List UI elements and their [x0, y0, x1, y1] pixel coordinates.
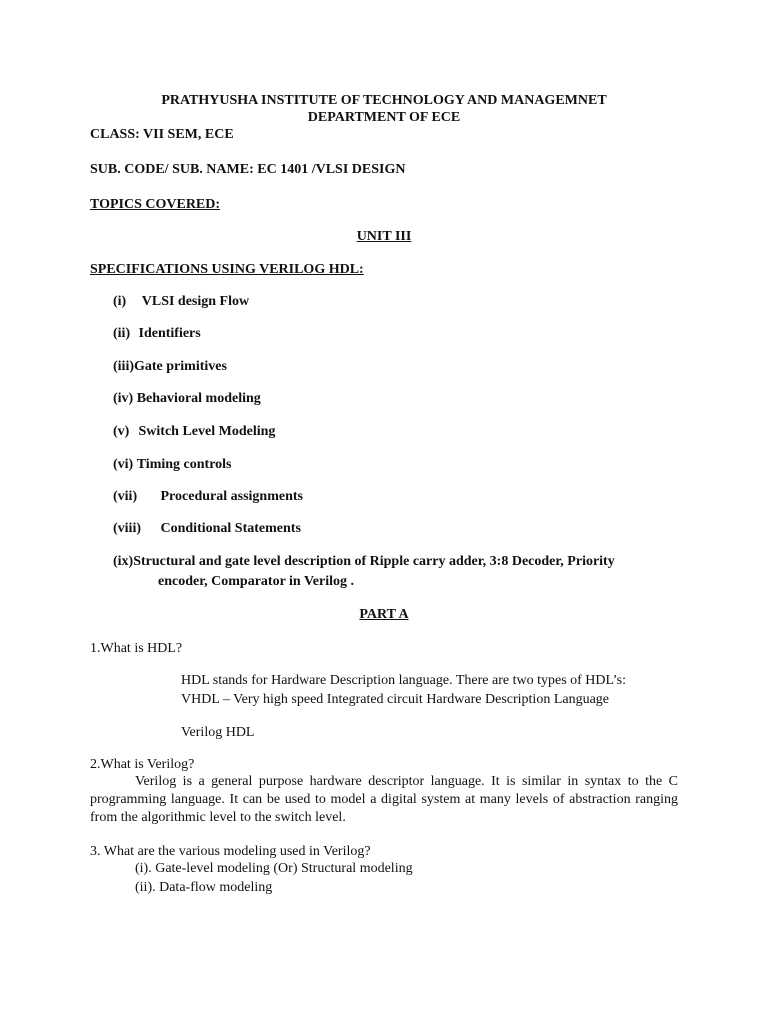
- topic-text: Conditional Statements: [160, 521, 301, 536]
- topic-number: (v): [113, 424, 130, 439]
- subject-line: SUB. CODE/ SUB. NAME: EC 1401 /VLSI DESIGN: [90, 162, 406, 177]
- topic-text: Structural and gate level description of Ripple carry adder, 3:8 Decoder, Priority: [133, 554, 615, 569]
- topic-number: (ix): [113, 554, 134, 569]
- topic-number: (vi): [113, 457, 134, 472]
- topic-number: (iv): [113, 391, 134, 406]
- question-3: 3. What are the various modeling used in Verilog?: [90, 844, 371, 859]
- institute-title: PRATHYUSHA INSTITUTE OF TECHNOLOGY AND MANAGEMNET: [161, 93, 607, 108]
- topics-heading: TOPICS COVERED:: [90, 197, 221, 212]
- topic-number: (vii): [113, 489, 138, 504]
- topic-item: [113, 358, 227, 376]
- answer-line: (ii). Data-flow modeling: [135, 880, 273, 895]
- topic-text: Timing controls: [136, 457, 232, 472]
- topic-number: (ii): [113, 326, 131, 341]
- topic-item: [113, 520, 301, 538]
- question-1: 1.What is HDL?: [90, 641, 183, 656]
- topic-text: Behavioral modeling: [136, 391, 261, 406]
- topic-number: (iii): [113, 359, 134, 374]
- topic-item: [113, 423, 275, 441]
- topic-text: Gate primitives: [134, 359, 227, 374]
- topic-item: [113, 456, 232, 474]
- topic-continuation: encoder, Comparator in Verilog .: [158, 574, 354, 589]
- spec-heading: SPECIFICATIONS USING VERILOG HDL:: [90, 262, 364, 277]
- answer-line: (i). Gate-level modeling (Or) Structural modeling: [135, 861, 413, 876]
- topic-number: (i): [113, 294, 127, 309]
- question-2: 2.What is Verilog?: [90, 757, 195, 772]
- department-title: DEPARTMENT OF ECE: [307, 110, 461, 125]
- topic-item: [113, 553, 615, 571]
- answer-paragraph: Verilog is a general purpose hardware descriptor language. It is similar in syntax to the C programming language. It can be used to model a digital system at many levels of abstraction ranging from the algorithmic level to the switch level.: [90, 774, 678, 825]
- part-heading: PART A: [359, 607, 409, 622]
- topic-text: Identifiers: [138, 326, 201, 341]
- topic-number: (viii): [113, 521, 141, 536]
- topic-text: Procedural assignments: [160, 489, 303, 504]
- answer-line: VHDL – Very high speed Integrated circuit Hardware Description Language: [181, 692, 610, 707]
- topic-text: Switch Level Modeling: [138, 424, 276, 439]
- topic-item: [113, 293, 249, 311]
- class-line: CLASS: VII SEM, ECE: [90, 127, 234, 142]
- answer-line: Verilog HDL: [181, 725, 255, 740]
- topic-text: VLSI design Flow: [141, 294, 250, 309]
- unit-heading: UNIT III: [356, 229, 412, 244]
- answer-line: HDL stands for Hardware Description language. There are two types of HDL’s:: [181, 673, 627, 688]
- topic-item: [113, 488, 303, 506]
- topic-item: [113, 325, 201, 343]
- topic-item: [113, 390, 261, 408]
